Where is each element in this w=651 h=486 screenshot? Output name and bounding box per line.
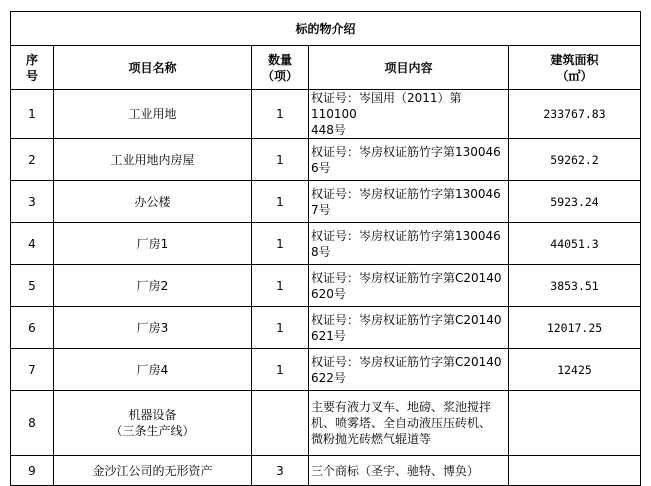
row-area: 12017.25 <box>509 307 641 349</box>
row-count: 1 <box>252 307 309 349</box>
row-content: 三个商标（圣宇、驰特、博奂） <box>309 456 509 486</box>
row-content: 权证号：岑房权证筋竹字第130046 8号 <box>309 223 509 265</box>
row-seq: 7 <box>11 349 54 391</box>
row-seq: 5 <box>11 265 54 307</box>
row-name: 厂房3 <box>54 307 252 349</box>
header-row <box>11 46 641 90</box>
table-row <box>11 265 641 307</box>
header-name: 项目名称 <box>54 46 252 90</box>
row-name: 厂房2 <box>54 265 252 307</box>
header-seq: 序 号 <box>11 46 54 90</box>
table-row <box>11 456 641 486</box>
row-content: 权证号：岑房权证筋竹字第130046 6号 <box>309 139 509 181</box>
row-count: 1 <box>252 90 309 139</box>
header-area: 建筑面积 （㎡） <box>509 46 641 90</box>
row-content: 权证号：岑房权证筋竹字第C20140 620号 <box>309 265 509 307</box>
row-area: 5923.24 <box>509 181 641 223</box>
row-count: 1 <box>252 139 309 181</box>
row-name: 机器设备 （三条生产线） <box>54 391 252 456</box>
row-seq: 4 <box>11 223 54 265</box>
row-area: 44051.3 <box>509 223 641 265</box>
row-area: 59262.2 <box>509 139 641 181</box>
table-row <box>11 223 641 265</box>
row-seq: 9 <box>11 456 54 486</box>
row-name: 工业用地内房屋 <box>54 139 252 181</box>
row-name: 金沙江公司的无形资产 <box>54 456 252 486</box>
row-count: 3 <box>252 456 309 486</box>
row-count <box>252 391 309 456</box>
row-seq: 1 <box>11 90 54 139</box>
row-seq: 6 <box>11 307 54 349</box>
row-count: 1 <box>252 349 309 391</box>
row-count: 1 <box>252 265 309 307</box>
table-row <box>11 181 641 223</box>
row-count: 1 <box>252 223 309 265</box>
table-title: 标的物介绍 <box>11 12 641 46</box>
table-row <box>11 307 641 349</box>
row-seq: 3 <box>11 181 54 223</box>
table-row <box>11 349 641 391</box>
row-name: 厂房1 <box>54 223 252 265</box>
row-area: 12425 <box>509 349 641 391</box>
row-content: 权证号：岑房权证筋竹字第C20140 621号 <box>309 307 509 349</box>
row-area: 233767.83 <box>509 90 641 139</box>
table-row <box>11 90 641 139</box>
header-count: 数量 （项） <box>252 46 309 90</box>
row-name: 工业用地 <box>54 90 252 139</box>
row-name: 办公楼 <box>54 181 252 223</box>
table-body <box>11 90 641 486</box>
row-content: 权证号：岑房权证筋竹字第C20140 622号 <box>309 349 509 391</box>
header-content: 项目内容 <box>309 46 509 90</box>
row-area <box>509 391 641 456</box>
row-area <box>509 456 641 486</box>
asset-table <box>10 11 641 486</box>
row-area: 3853.51 <box>509 265 641 307</box>
row-seq: 2 <box>11 139 54 181</box>
row-count: 1 <box>252 181 309 223</box>
row-seq: 8 <box>11 391 54 456</box>
row-name: 厂房4 <box>54 349 252 391</box>
table-row <box>11 139 641 181</box>
table-row <box>11 391 641 456</box>
row-content: 主要有液力叉车、地磅、浆池搅拌 机、喷雾塔、全自动液压压砖机、 微粉抛光砖燃气辊道等 <box>309 391 509 456</box>
row-content: 权证号：岑国用（2011）第110100 448号 <box>309 90 509 139</box>
row-content: 权证号：岑房权证筋竹字第130046 7号 <box>309 181 509 223</box>
